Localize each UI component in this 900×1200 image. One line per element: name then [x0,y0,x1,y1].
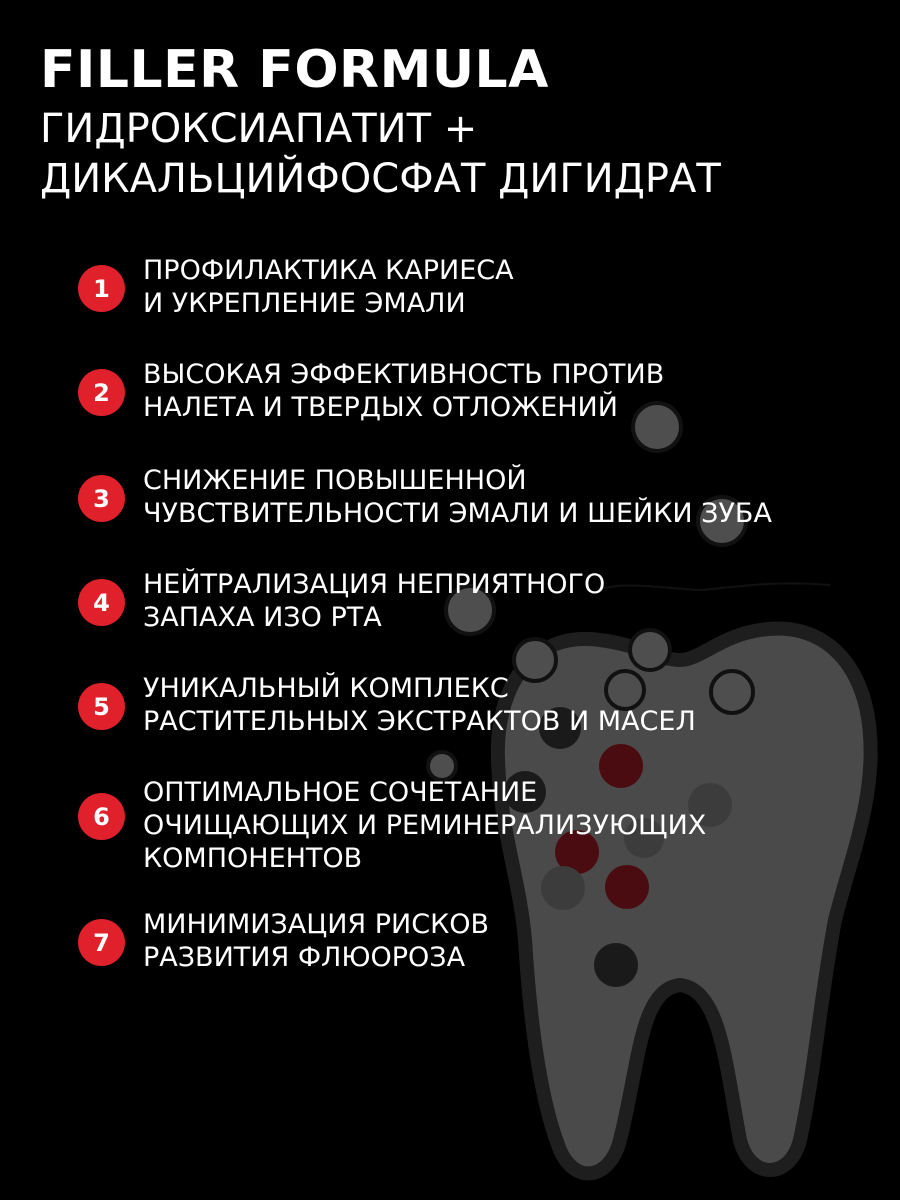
benefit-text: ПРОФИЛАКТИКА КАРИЕСА [143,255,514,286]
benefit-text: УНИКАЛЬНЫЙ КОМПЛЕКС [143,673,509,704]
page-subtitle [40,104,721,204]
benefit-text: ЧУВСТВИТЕЛЬНОСТИ ЭМАЛИ И ШЕЙКИ ЗУБА [143,498,772,529]
benefit-text: ОЧИЩАЮЩИХ И РЕМИНЕРАЛИЗУЮЩИХ [143,810,707,841]
number-badge: 7 [78,919,125,966]
spot-dark [594,943,638,987]
number-badge: 6 [78,793,125,840]
benefit-text: И УКРЕПЛЕНИЕ ЭМАЛИ [143,288,466,319]
benefit-text: РАЗВИТИЯ ФЛЮОРОЗА [143,942,466,973]
benefit-text: МИНИМИЗАЦИЯ РИСКОВ [143,909,490,940]
benefit-text: ЗАПАХА ИЗО РТА [143,602,382,633]
subtitle-line: ДИКАЛЬЦИЙФОСФАТ ДИГИДРАТ [40,156,721,202]
page-title: FILLER FORMULA [40,40,549,100]
number-badge: 5 [78,683,125,730]
bubble [711,671,753,713]
benefit-text: КОМПОНЕНТОВ [143,843,363,874]
number-badge: 2 [78,369,125,416]
number-badge: 3 [78,475,125,522]
benefit-text: НЕЙТРАЛИЗАЦИЯ НЕПРИЯТНОГО [143,569,606,600]
benefit-text: СНИЖЕНИЕ ПОВЫШЕННОЙ [143,465,527,496]
benefit-item [78,254,514,320]
benefit-text: ВЫСОКАЯ ЭФФЕКТИВНОСТЬ ПРОТИВ [143,359,665,390]
benefit-text: НАЛЕТА И ТВЕРДЫХ ОТЛОЖЕНИЙ [143,392,618,423]
number-badge: 4 [78,579,125,626]
benefit-item [78,464,772,530]
benefit-item [78,908,489,974]
subtitle-line: ГИДРОКСИАПАТИТ + [40,106,478,152]
benefit-text: ОПТИМАЛЬНОЕ СОЧЕТАНИЕ [143,777,538,808]
benefit-item [78,358,664,424]
benefit-item [78,776,706,875]
number-badge: 1 [78,265,125,312]
bubble [630,630,670,670]
benefit-item [78,672,696,738]
benefit-text: РАСТИТЕЛЬНЫХ ЭКСТРАКТОВ И МАСЕЛ [143,706,696,737]
benefit-item [78,568,605,634]
